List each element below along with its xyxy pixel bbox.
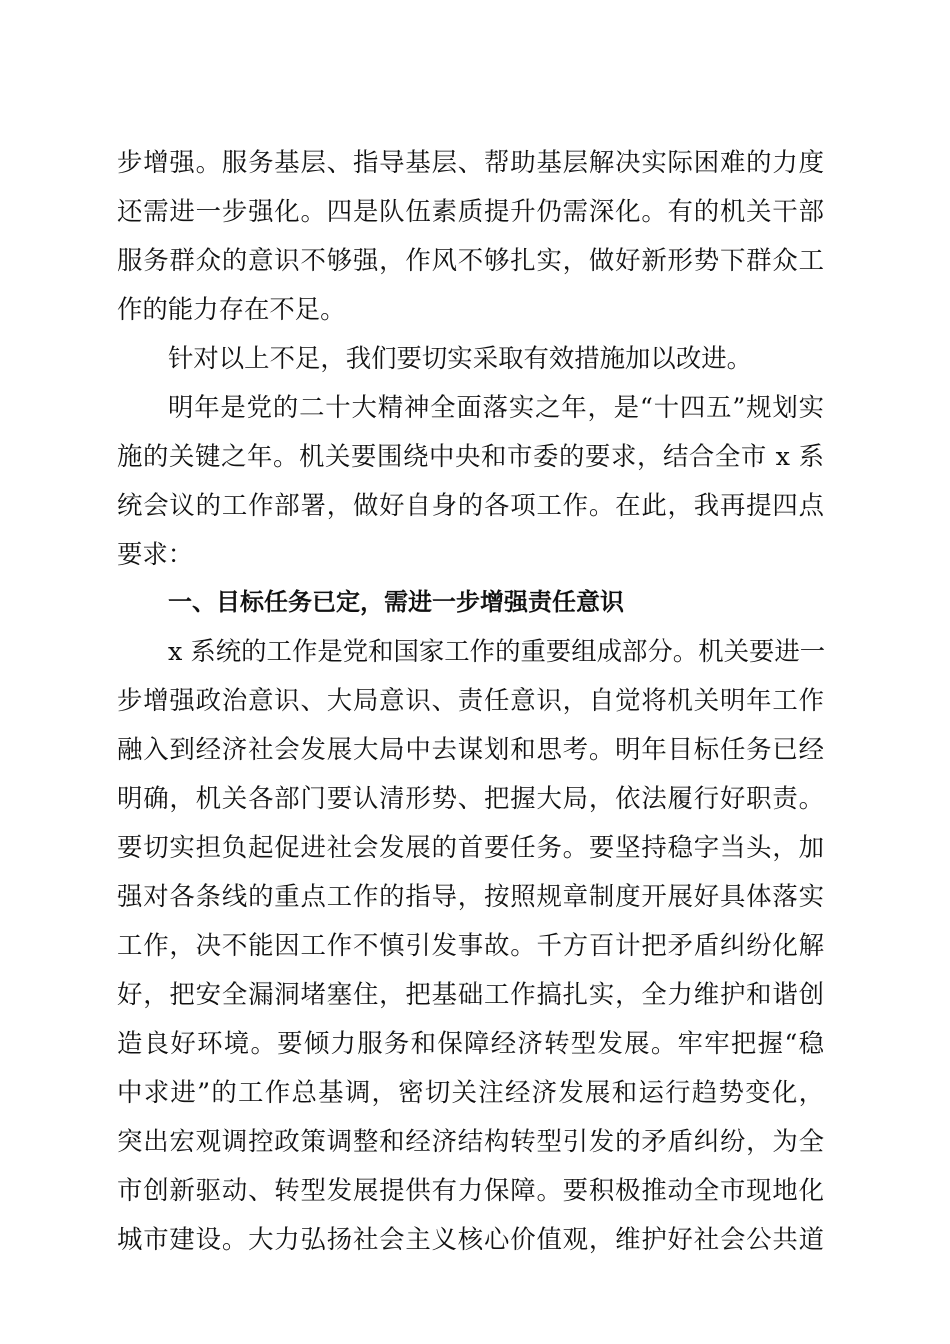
body-text-line: 明确，机关各部门要认清形势、把握大局，依法履行好职责。 bbox=[117, 783, 824, 813]
body-text-line: 造良好环境。要倾力服务和保障经济转型发展。牢牢把握“稳 bbox=[117, 1028, 824, 1058]
body-text-line: 步增强。服务基层、指导基层、帮助基层解决实际困难的力度 bbox=[117, 147, 824, 177]
body-text-line: 作的能力存在不足。 bbox=[117, 294, 346, 324]
body-text-line: 工作，决不能因工作不慎引发事故。千方百计把矛盾纠纷化解 bbox=[117, 930, 824, 960]
body-text-line: 施的关键之年。机关要围绕中央和市委的要求，结合全市 x 系 bbox=[117, 441, 824, 471]
body-text-line: 强对各条线的重点工作的指导，按照规章制度开展好具体落实 bbox=[117, 881, 824, 911]
body-text-line: 步增强政治意识、大局意识、责任意识，自觉将机关明年工作 bbox=[117, 685, 824, 715]
body-text-line: 市创新驱动、转型发展提供有力保障。要积极推动全市现地化 bbox=[117, 1175, 824, 1205]
body-text-line: 好，把安全漏洞堵塞住，把基础工作搞扎实，全力维护和谐创 bbox=[117, 979, 824, 1009]
body-text-line: 还需进一步强化。四是队伍素质提升仍需深化。有的机关干部 bbox=[117, 196, 824, 226]
body-text-line: 中求进”的工作总基调，密切关注经济发展和运行趋势变化， bbox=[117, 1077, 824, 1107]
body-text-line: 突出宏观调控政策调整和经济结构转型引发的矛盾纠纷，为全 bbox=[117, 1126, 824, 1156]
body-text-line: 城市建设。大力弘扬社会主义核心价值观，维护好社会公共道 bbox=[117, 1224, 824, 1254]
body-text-line: 统会议的工作部署，做好自身的各项工作。在此，我再提四点 bbox=[117, 490, 824, 520]
body-text-line: 服务群众的意识不够强，作风不够扎实，做好新形势下群众工 bbox=[117, 245, 824, 275]
body-text-line: 融入到经济社会发展大局中去谋划和思考。明年目标任务已经 bbox=[117, 734, 824, 764]
paragraph-first-line: x 系统的工作是党和国家工作的重要组成部分。机关要进一 bbox=[168, 636, 826, 666]
section-heading: 一、目标任务已定，需进一步增强责任意识 bbox=[168, 588, 624, 616]
body-text-line: 要求： bbox=[117, 539, 194, 569]
paragraph-first-line: 针对以上不足，我们要切实采取有效措施加以改进。 bbox=[168, 343, 752, 373]
paragraph-first-line: 明年是党的二十大精神全面落实之年，是“十四五”规划实 bbox=[168, 392, 824, 422]
body-text-line: 要切实担负起促进社会发展的首要任务。要坚持稳字当头，加 bbox=[117, 832, 824, 862]
